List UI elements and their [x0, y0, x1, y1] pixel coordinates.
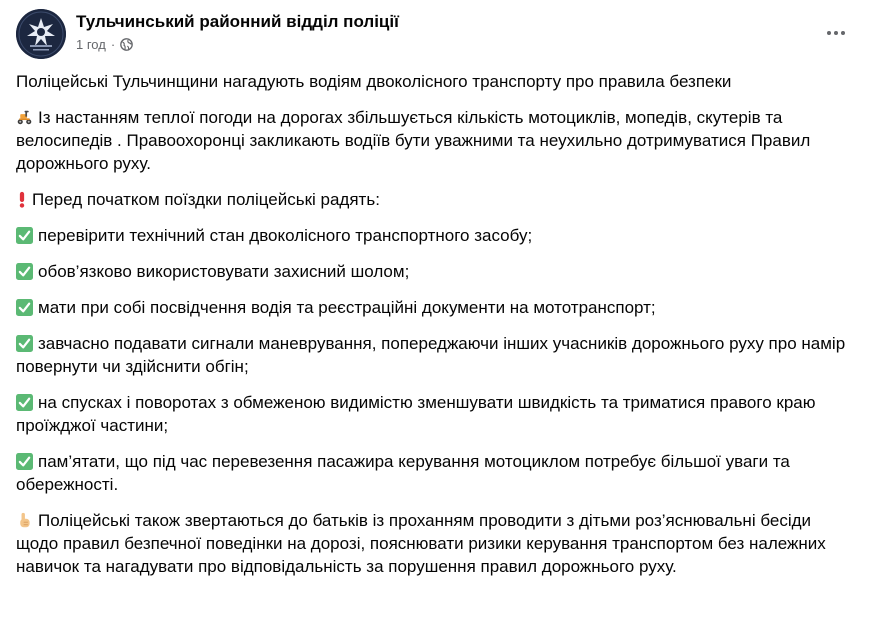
post-time[interactable]: 1 год: [76, 37, 106, 52]
check-mark-emoji: [16, 453, 33, 470]
police-badge-icon: [16, 9, 66, 59]
check-mark-emoji: [16, 263, 33, 280]
advice-item: [16, 296, 856, 319]
check-mark-emoji: [16, 227, 33, 244]
avatar[interactable]: [16, 9, 66, 59]
check-mark-emoji: [16, 335, 33, 352]
more-options-dot: [834, 31, 838, 35]
post-headline: Поліцейські Тульчинщини нагадують водіям двоколісного транспорту про правила безпеки: [16, 72, 732, 91]
advice-item-text: пам’ятати, що під час перевезення пасажира керування мотоциклом потребує більшої уваги та обережності.: [16, 452, 790, 494]
post-meta: [76, 37, 133, 52]
intro-paragraph: [16, 106, 856, 175]
advice-item: [16, 260, 856, 283]
advice-item: [16, 224, 856, 247]
more-options-dot: [841, 31, 845, 35]
check-mark-emoji: [16, 299, 33, 316]
more-options-icon: [827, 31, 831, 35]
more-options-button[interactable]: [818, 15, 854, 51]
advice-item: [16, 391, 856, 437]
advice-title: [16, 188, 856, 211]
closing-text: Поліцейські також звертаються до батьків із проханням проводити з дітьми роз’яснювальні бесіди щодо правил безпечної поведінки на дорозі, пояснювати ризики керування транспортом без належних навичок та нагадувати про відповідальність за порушення правил дорожнього руху.: [16, 511, 826, 576]
check-mark-emoji: [16, 394, 33, 411]
pointing-up-emoji: [16, 512, 33, 529]
advice-item-text: обов’язково використовувати захисний шолом;: [38, 262, 410, 281]
advice-item: [16, 332, 856, 378]
advice-item: [16, 450, 856, 496]
advice-item-text: перевірити технічний стан двоколісного транспортного засобу;: [38, 226, 533, 245]
post-content: [16, 70, 856, 591]
intro-text: Із настанням теплої погоди на дорогах збільшується кількість мотоциклів, мопедів, скутерів та велосипедів . Правоохоронці закликають водіїв бути уважними та неухильно дотримуватися Правил дорожнього руху.: [16, 108, 811, 173]
advice-title-text: Перед початком поїздки поліцейські радять:: [32, 190, 380, 209]
page-name[interactable]: Тульчинський районний відділ поліції: [76, 12, 399, 31]
exclamation-emoji: [16, 191, 28, 208]
advice-item-text: мати при собі посвідчення водія та реєстраційні документи на мототранспорт;: [38, 298, 656, 317]
advice-item-text: завчасно подавати сигнали маневрування, попереджаючи інших учасників дорожнього руху про намір повернути чи здійснити обгін;: [16, 334, 846, 376]
post-header: [16, 9, 854, 61]
advice-item-text: на спусках і поворотах з обмеженою видимістю зменшувати швидкість та триматися правого краю проїжджої частини;: [16, 393, 816, 435]
meta-separator: ·: [110, 37, 116, 52]
globe-icon[interactable]: [120, 38, 133, 51]
scooter-emoji: [16, 109, 33, 126]
closing-paragraph: [16, 509, 856, 578]
